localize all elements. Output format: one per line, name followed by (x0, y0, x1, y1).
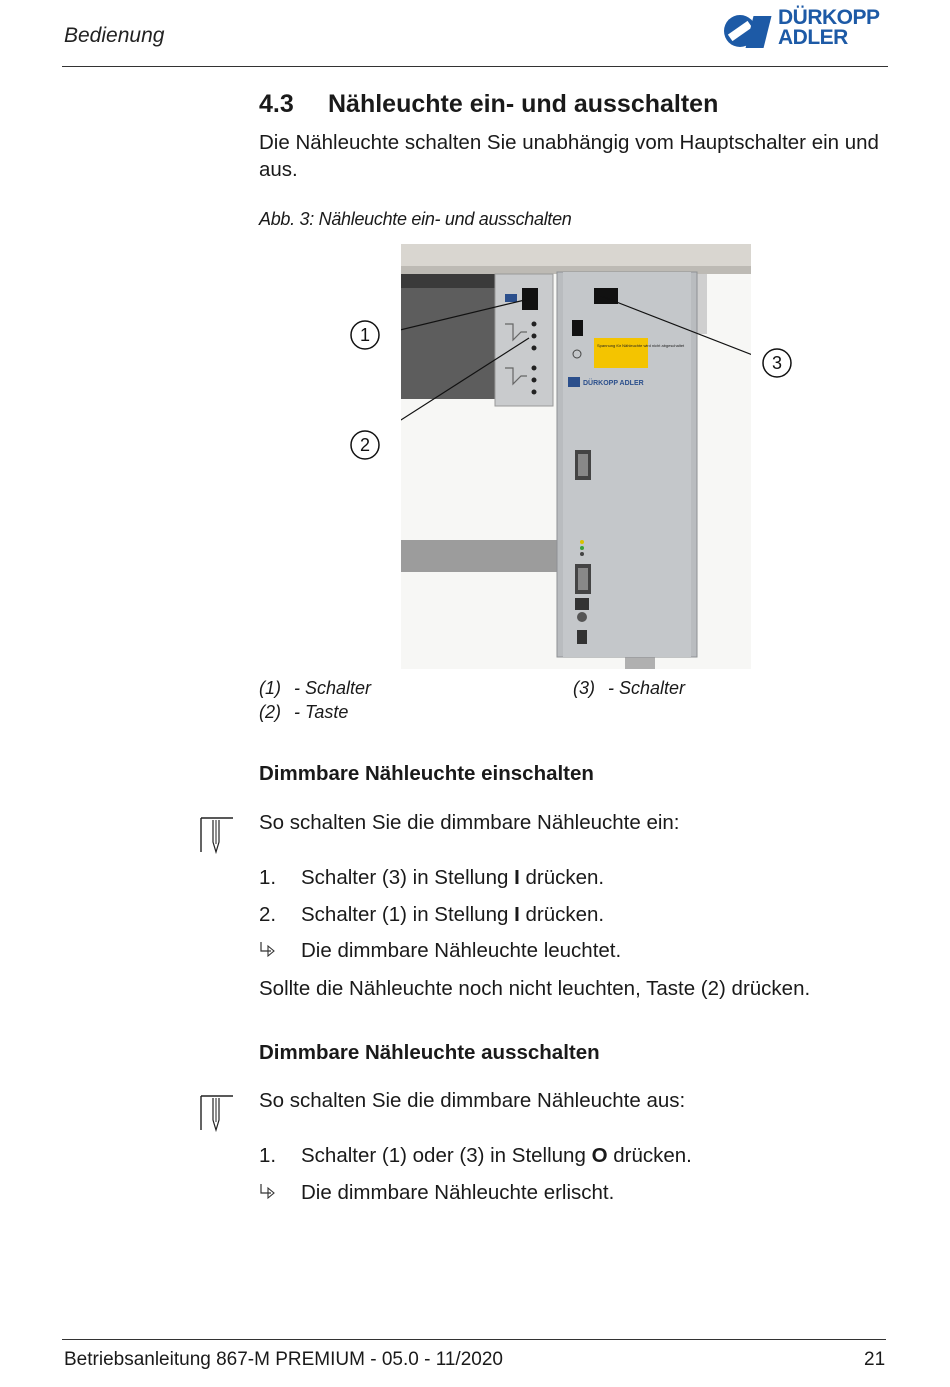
off-result: Die dimmbare Nähleuchte erlischt. (301, 1181, 615, 1204)
on-step-2: Schalter (1) in Stellung I drücken. (301, 903, 605, 926)
on-result: Die dimmbare Nähleuchte leuchtet. (301, 939, 622, 962)
on-step-2-number: 2. (259, 903, 277, 926)
page-number: 21 (864, 1349, 886, 1370)
legend-num-1: (1) (259, 678, 281, 698)
callout-3 (760, 346, 794, 380)
hand-instruction-icon (199, 814, 235, 856)
off-step-1: Schalter (1) oder (3) in Stellung O drücken. (301, 1144, 692, 1167)
off-intro: So schalten Sie die dimmbare Nähleuchte aus: (259, 1089, 686, 1112)
svg-text:2: 2 (359, 435, 371, 455)
on-step-1: Schalter (3) in Stellung I drücken. (301, 866, 605, 889)
result-arrow-icon (258, 1182, 278, 1204)
section-number: 4.3 (259, 90, 294, 118)
legend-text-2: - Taste (294, 702, 349, 722)
running-header: Bedienung (64, 24, 165, 47)
legend-num-3: (3) (573, 678, 595, 698)
off-step-1-number: 1. (259, 1144, 277, 1167)
footer-document-title: Betriebsanleitung 867-M PREMIUM - 05.0 - 11/2020 (64, 1349, 503, 1370)
section-title: Nähleuchte ein- und ausschalten (328, 90, 719, 118)
device-brand-text: DÜRKOPP ADLER (583, 380, 644, 387)
callout-2 (348, 428, 382, 462)
header-divider (62, 66, 888, 67)
result-arrow-icon (258, 940, 278, 962)
legend-text-1: - Schalter (294, 678, 372, 698)
warning-label-text: Spannung für Nähleuchte wird nicht abgeschaltet (597, 343, 685, 348)
svg-text:3: 3 (771, 353, 783, 373)
figure-caption: Abb. 3: Nähleuchte ein- und ausschalten (259, 209, 572, 229)
legend-text-3: - Schalter (608, 678, 686, 698)
logo-line2: ADLER (778, 26, 848, 49)
legend-num-2: (2) (259, 702, 281, 722)
callout-1 (348, 318, 382, 352)
figure-photo (401, 244, 751, 669)
footer-divider (62, 1339, 886, 1340)
on-intro: So schalten Sie die dimmbare Nähleuchte ein: (259, 811, 680, 834)
subheading-on: Dimmbare Nähleuchte einschalten (259, 762, 594, 785)
on-note: Sollte die Nähleuchte noch nicht leuchten, Taste (2) drücken. (259, 977, 811, 1000)
logo-line1: DÜRKOPP (778, 6, 880, 29)
brand-logo (722, 6, 892, 56)
subheading-off: Dimmbare Nähleuchte ausschalten (259, 1041, 600, 1064)
svg-text:1: 1 (359, 325, 371, 345)
on-step-1-number: 1. (259, 866, 277, 889)
hand-instruction-icon (199, 1092, 235, 1134)
intro-paragraph: Die Nähleuchte schalten Sie unabhängig vom Hauptschalter ein und aus. (259, 131, 879, 181)
logo-mark-icon (722, 6, 778, 52)
